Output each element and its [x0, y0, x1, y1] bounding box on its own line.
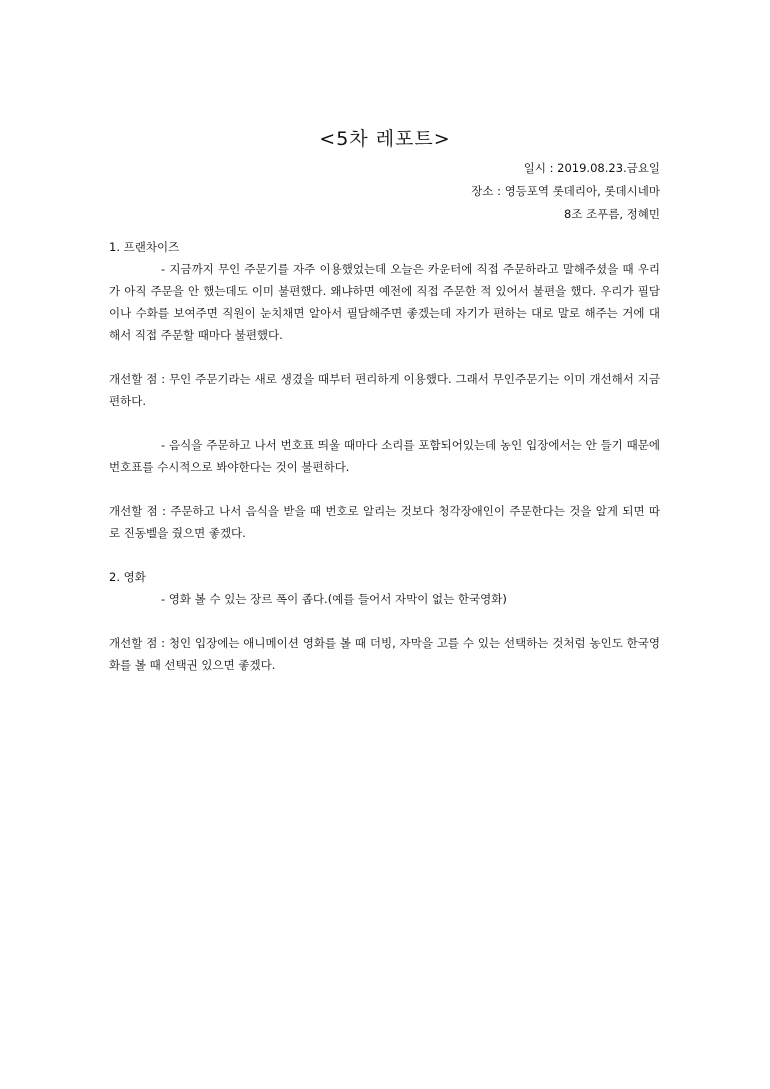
meta-team: 8조 조푸름, 정혜민 [563, 207, 660, 221]
meta-place: 장소 : 영등포역 롯데리아, 롯데시네마 [471, 184, 660, 198]
franchise-improvement-1: 개선할 점 : 무인 주문기라는 새로 생겼을 때부터 편리하게 이용했다. 그래서 무인주문기는 이미 개선해서 지금 편하다. [109, 372, 660, 408]
movie-issue-1: - 영화 볼 수 있는 장르 폭이 좁다.(예를 들어서 자막이 없는 한국영화) [161, 592, 507, 606]
franchise-issue-1: - 지금까지 무인 주문기를 자주 이용했었는데 오늘은 카운터에 직접 주문하라고 말해주셨을 때 우리가 아직 주문을 안 했는데도 이미 불편했다. 왜냐하면 예전에 직접 주문한 적 있어서 불편을 했다. 우리가 필담이나 수화를 보여주면 직원이 눈치채면 알아서 필담해주면 좋겠는데 자기가 편하는 대로 말로 해주는 거에 대해서 직접 주문할 때마다 불편했다. [109, 262, 660, 342]
document-title: <5차 레포트> [319, 128, 451, 150]
document-meta [471, 157, 660, 226]
section-heading-movie: 2. 영화 [109, 570, 146, 584]
section-heading-franchise: 1. 프랜차이즈 [109, 240, 180, 254]
meta-date: 일시 : 2019.08.23.금요일 [523, 161, 660, 175]
document-body [109, 236, 660, 676]
franchise-issue-2: - 음식을 주문하고 나서 번호표 띄울 때마다 소리를 포함되어있는데 농인 입장에서는 안 들기 때문에 번호표를 수시적으로 봐야한다는 것이 불편하다. [109, 438, 660, 474]
franchise-improvement-2: 개선할 점 : 주문하고 나서 음식을 받을 때 번호로 알리는 것보다 청각장애인이 주문한다는 것을 알게 되면 따로 진동벨을 줬으면 좋겠다. [109, 504, 660, 540]
movie-improvement-1: 개선할 점 : 청인 입장에는 애니메이션 영화를 볼 때 더빙, 자막을 고를 수 있는 선택하는 것처럼 농인도 한국영화를 볼 때 선택권 있으면 좋겠다. [109, 636, 660, 672]
